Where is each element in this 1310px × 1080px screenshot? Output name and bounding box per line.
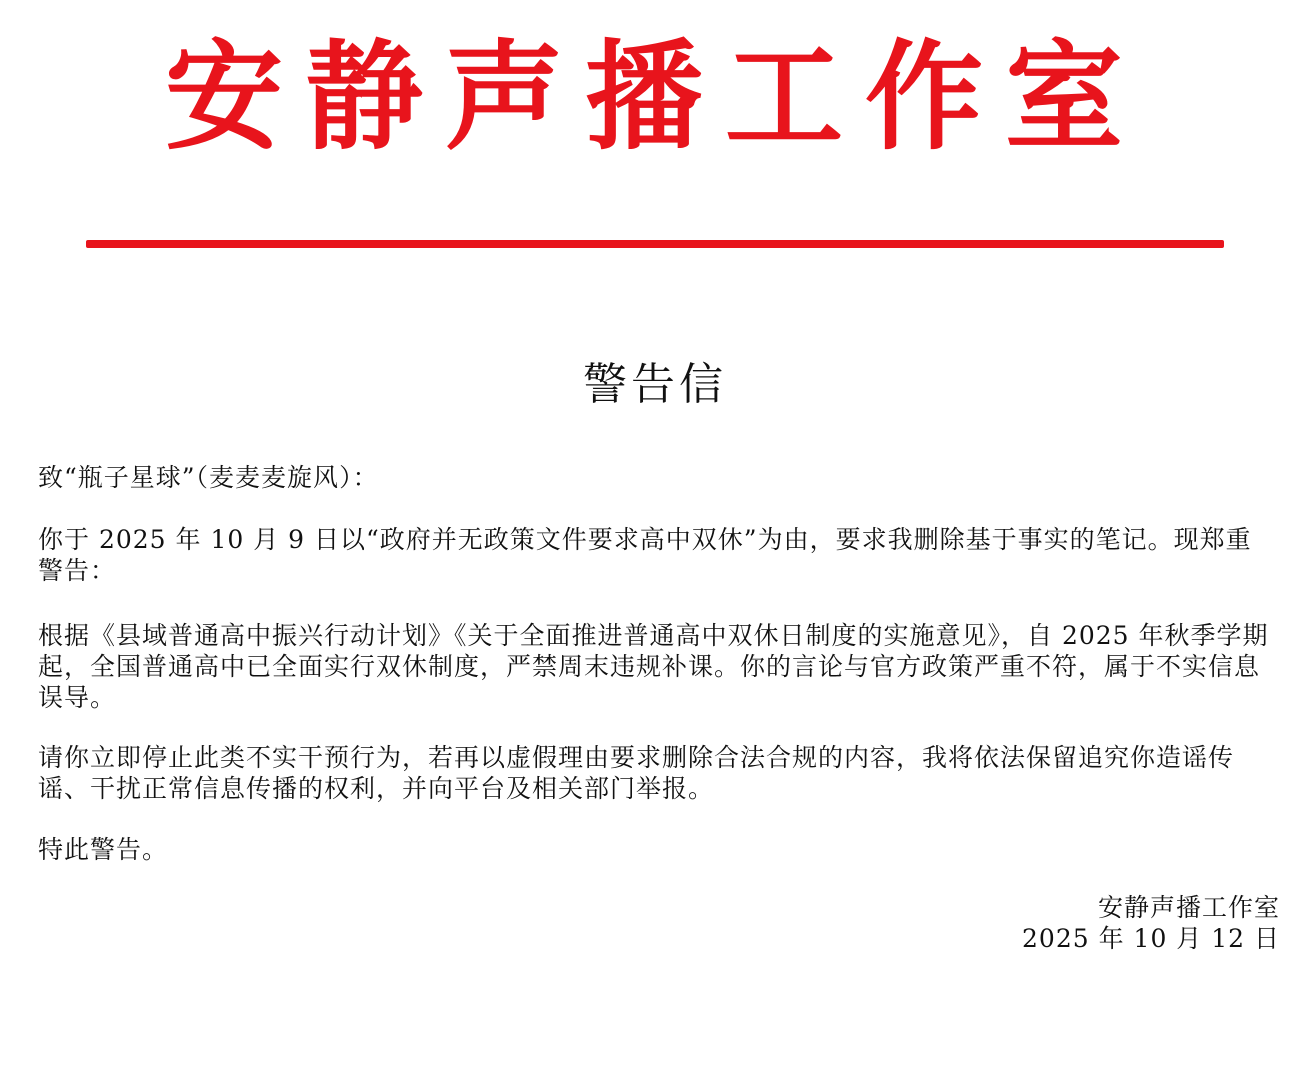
closing-line: 特此警告。 [38, 835, 169, 864]
salutation: 致“瓶子星球”（麦麦麦旋风）： [38, 463, 379, 492]
letterhead-red-rule [86, 240, 1224, 248]
paragraph-1: 你于 2025 年 10 月 9 日以“政府并无政策文件要求高中双休”为由，要求我删除基于事实的笔记。现郑重警告： [38, 525, 1252, 585]
letterhead-org-name: 安静声播工作室 [164, 27, 1145, 166]
paragraph-2: 根据《县域普通高中振兴行动计划》《关于全面推进普通高中双休日制度的实施意见》，自 2025 年秋季学期起，全国普通高中已全面实行双休制度，严禁周末违规补课。你的言论与官方政策严重不符，属于不实信息误导。 [38, 621, 1269, 712]
letter-title: 警告信 [583, 359, 727, 410]
signature-block [1022, 892, 1280, 954]
paragraph-3: 请你立即停止此类不实干预行为，若再以虚假理由要求删除合法合规的内容，我将依法保留追究你造谣传谣、干扰正常信息传播的权利，并向平台及相关部门举报。 [38, 743, 1235, 803]
signature-date: 2025 年 10 月 12 日 [1022, 924, 1280, 953]
signature-org: 安静声播工作室 [1097, 893, 1280, 922]
